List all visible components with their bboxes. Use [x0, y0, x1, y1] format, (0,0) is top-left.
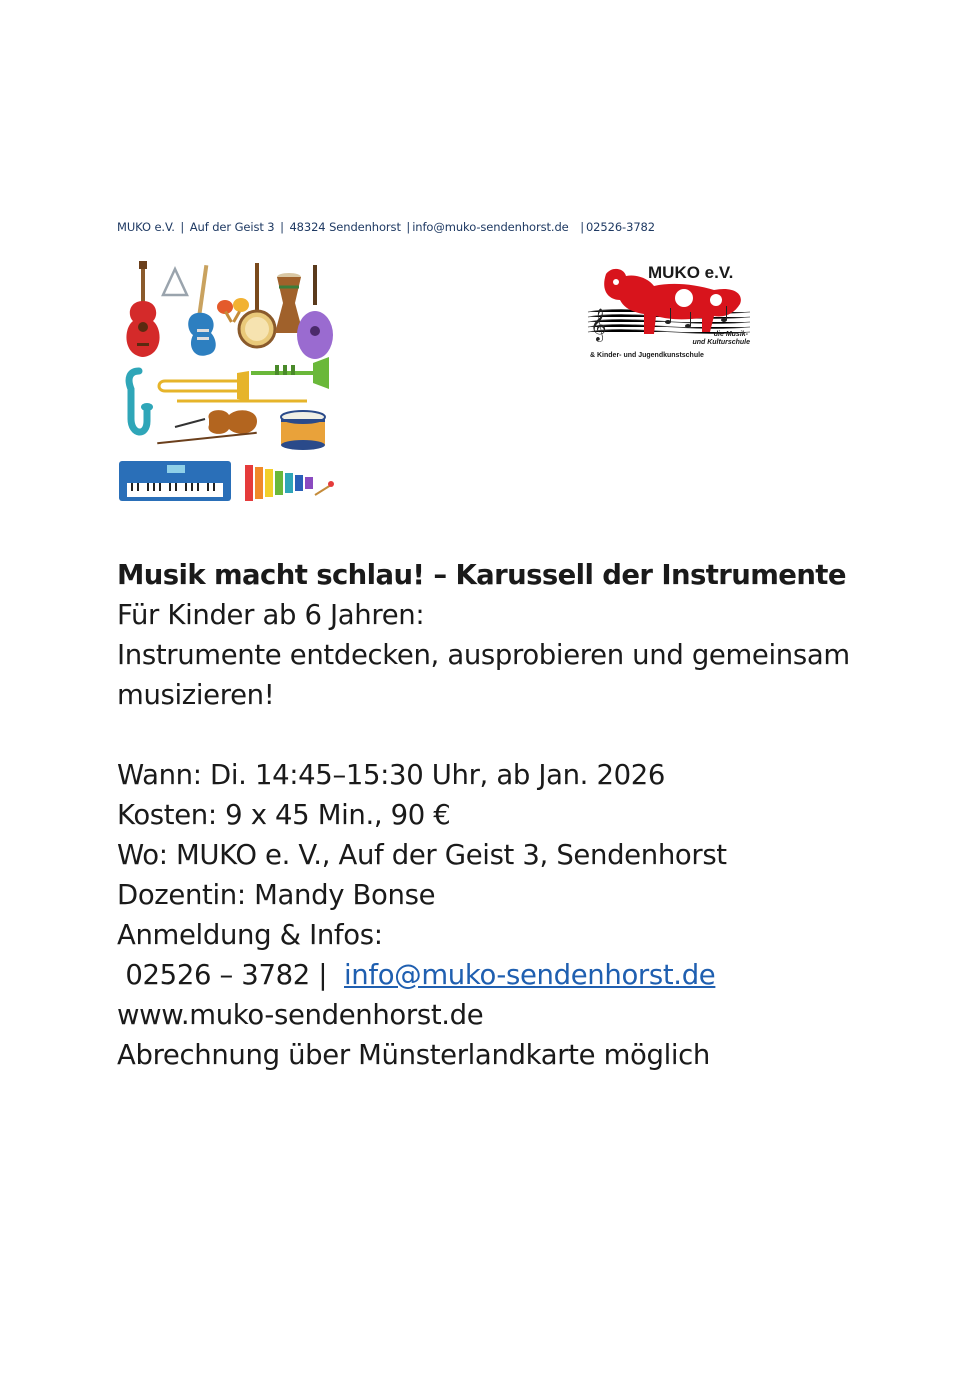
muko-logo: [584, 260, 754, 365]
contact-line: [117, 955, 877, 995]
header-org: MUKO e.V.: [117, 220, 175, 234]
treble-clef-icon: 𝄞: [590, 308, 607, 341]
header-separator: |: [280, 220, 284, 234]
header-address-line: [117, 220, 655, 234]
snare-drum-icon: [281, 411, 325, 450]
where-text: Wo: MUKO e. V., Auf der Geist 3, Sendenhorst: [117, 839, 727, 871]
website-text[interactable]: www.muko-sendenhorst.de: [117, 999, 484, 1031]
logo-line2: und Kulturschule: [692, 339, 750, 346]
logo-line1: die Musik-: [713, 331, 748, 338]
teacher-text: Dozentin: Mandy Bonse: [117, 879, 436, 911]
spacer: [117, 715, 877, 755]
when-text: Wann: Di. 14:45–15:30 Uhr, ab Jan. 2026: [117, 759, 666, 791]
header-separator: |: [180, 220, 185, 234]
header-email[interactable]: info@muko-sendenhorst.de: [412, 220, 569, 234]
cost-text: Kosten: 9 x 45 Min., 90 €: [117, 799, 451, 831]
billing-text: Abrechnung über Münsterlandkarte möglich: [117, 1039, 711, 1071]
header-phone: 02526-3782: [585, 220, 655, 234]
header-separator: |: [580, 220, 584, 234]
flyer-content: [117, 555, 877, 1075]
header-city: 48324 Sendenhorst: [289, 220, 401, 234]
phone-text: 02526 – 3782 |: [117, 959, 328, 991]
flyer-title: Musik macht schlau! – Karussell der Instrumente: [117, 559, 846, 591]
registration-label: Anmeldung & Infos:: [117, 919, 383, 951]
audience-text: Für Kinder ab 6 Jahren:: [117, 599, 425, 631]
logo-name: MUKO e.V.: [648, 263, 734, 282]
logo-line3: & Kinder- und Jugendkunstschule: [590, 352, 704, 359]
email-link[interactable]: info@muko-sendenhorst.de: [344, 959, 716, 991]
description-text: Instrumente entdecken, ausprobieren und gemeinsam musizieren!: [117, 639, 850, 711]
header-separator: |: [406, 220, 411, 234]
header-street: Auf der Geist 3: [189, 220, 275, 234]
keyboard-icon: [119, 461, 231, 501]
instruments-collage-image: [117, 259, 338, 505]
